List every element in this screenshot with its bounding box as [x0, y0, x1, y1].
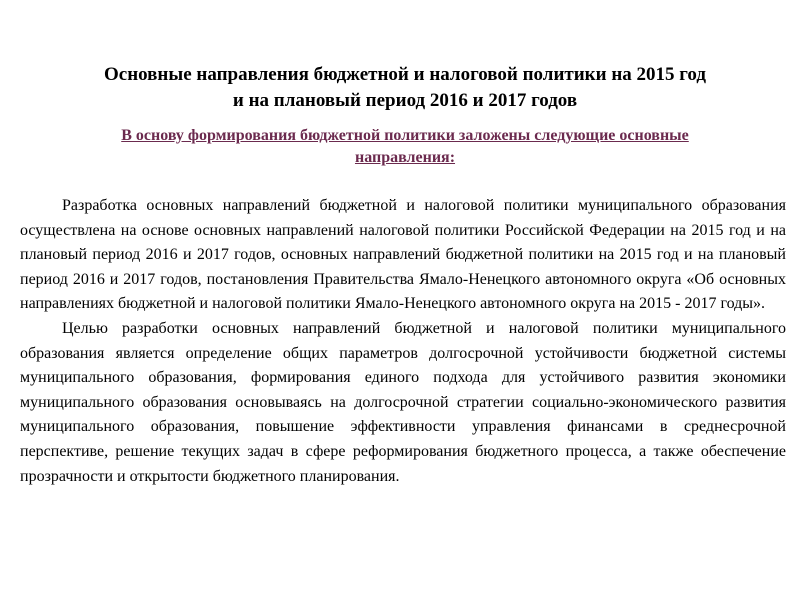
slide-subtitle-line-1: В основу формирования бюджетной политики заложены следующие основные [121, 127, 689, 144]
slide-title-line-1: Основные направления бюджетной и налоговой политики на 2015 год [103, 64, 706, 85]
slide-subtitle-line-2: направления: [354, 149, 456, 166]
slide-title [40, 62, 770, 114]
body-paragraph-2: Целью разработки основных направлений бюджетной и налоговой политики муниципального образования является определение общих параметров долгосрочной устойчивости бюджетной системы муниципального образования, формирования единого подхода для устойчивого развития экономики муниципального образования основываясь на долгосрочной стратегии социально-экономического развития муниципального образования, повышение эффективности управления финансами в среднесрочной перспективе, решение текущих задач в сфере реформирования бюджетного процесса, а также обеспечение прозрачности и открытости бюджетного планирования. [20, 319, 786, 485]
body-paragraph-1: Разработка основных направлений бюджетной и налоговой политики муниципального образования осуществлена на основе основных направлений налоговой политики Российской Федерации на 2015 год и на плановый период 2016 и 2017 годов, основных направлений бюджетной политики на 2015 год и на плановый период 2016 и 2017 годов, постановления Правительства Ямало-Ненецкого автономного округа «Об основных направлениях бюджетной и налоговой политики Ямало-Ненецкого автономного округа на 2015 - 2017 годы». [20, 197, 786, 313]
slide-title-line-2: и на плановый период 2016 и 2017 годов [232, 90, 578, 111]
slide-subtitle [40, 125, 770, 169]
slide-body [20, 194, 786, 489]
